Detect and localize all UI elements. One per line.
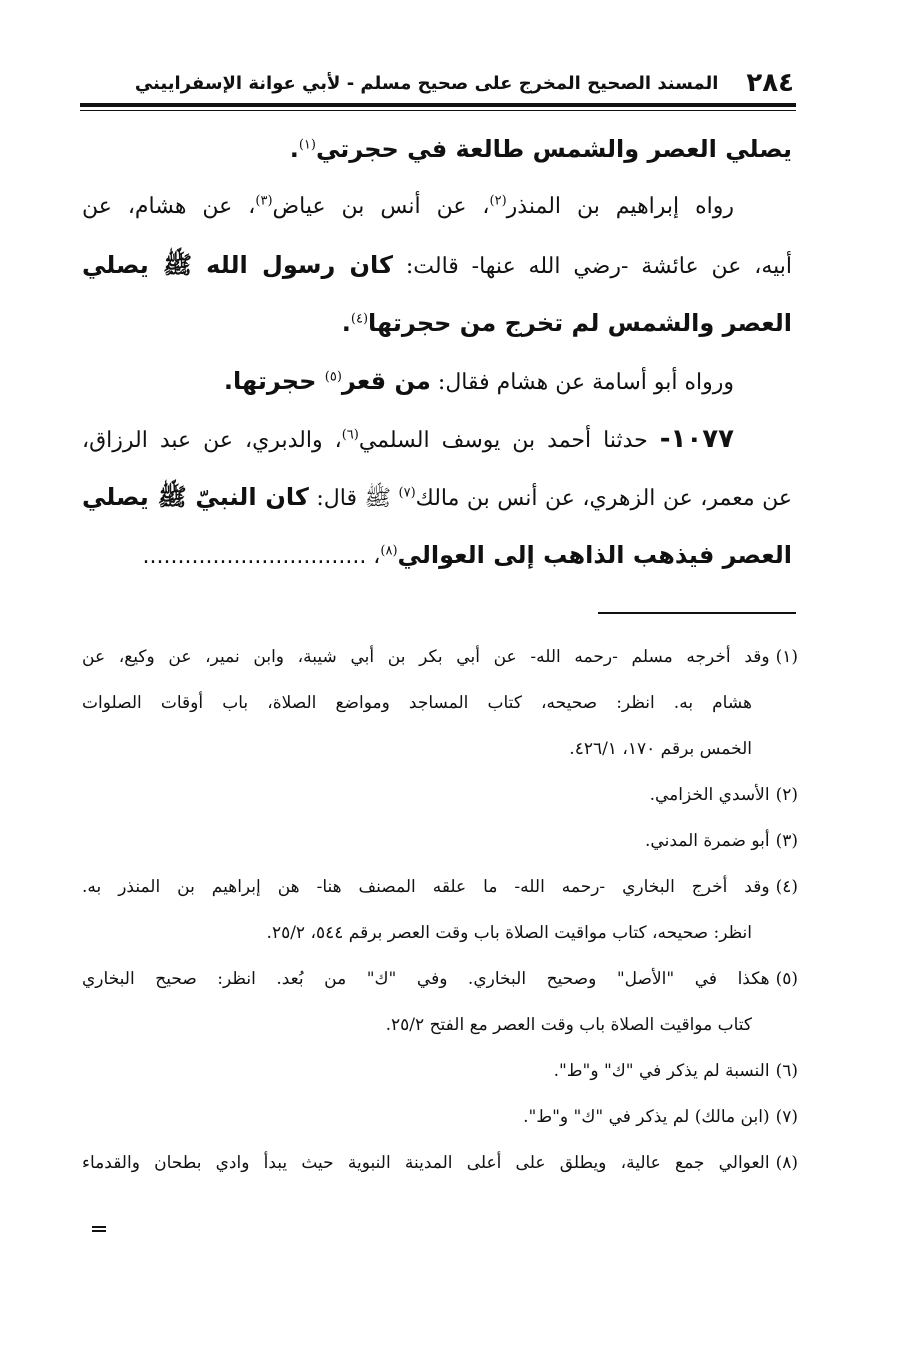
footnote-6	[82, 1048, 798, 1094]
footnote-ref-2: (٢)	[489, 193, 507, 209]
hadith-text: العصر والشمس لم تخرج من حجرتها	[368, 309, 792, 337]
footnote-ref-5: (٥)	[324, 369, 342, 385]
narration-text: ﷺ قال:	[308, 486, 399, 511]
text-line-8	[82, 526, 792, 584]
hadith-text: يصلي العصر والشمس طالعة في حجرتي	[315, 135, 792, 163]
text-line-5	[82, 352, 792, 410]
hadith-text: العصر فيذهب الذاهب إلى العوالي	[397, 541, 792, 569]
main-text	[82, 120, 792, 584]
footnote-text: وقد أخرج البخاري -رحمه الله- ما علقه المصنف هنا- هن إبراهيم بن المنذر به.	[82, 877, 770, 897]
footnote-5	[82, 956, 798, 1048]
footnote-text: العوالي جمع عالية، ويطلق على أعلى المدينة النبوية حيث يبدأ وادي بطحان والقدماء	[82, 1153, 770, 1173]
footnotes	[82, 634, 798, 1186]
narration-text: ، والدبري، عن عبد الرزاق،	[82, 428, 342, 453]
hadith-text: من قعر	[341, 367, 431, 395]
footnote-1	[82, 634, 798, 772]
text-line-1: يصلي العصر والشمس طالعة في حجرتي$^{(١)}$.	[289, 135, 792, 163]
text-line-6	[82, 410, 792, 468]
footnote-text: الأسدي الخزامي.	[649, 785, 770, 805]
narration-text: ورواه أبو أسامة عن هشام فقال:	[430, 370, 734, 395]
narration-text: أبيه، عن عائشة -رضي الله عنها- قالت:	[392, 254, 793, 279]
footnote-text: وقد أخرجه مسلم -رحمه الله- عن أبي بكر بن أبي شيبة، وابن نمير، عن وكيع، عن	[82, 647, 770, 667]
footnote-number: (١)	[775, 647, 798, 667]
footnote-ref-3: (٣)	[255, 193, 273, 209]
text-line-4: العصر والشمس لم تخرج من حجرتها$^{(٤)}$.	[341, 309, 792, 337]
footnote-number: (٤)	[775, 877, 798, 897]
header-rule-thin	[80, 110, 796, 111]
continuation-dots: ................................	[142, 544, 367, 569]
footnote-3	[82, 818, 798, 864]
footnote-text: انظر: صحيحه، كتاب مواقيت الصلاة باب وقت العصر برقم ٥٤٤، ٢٥/٢.	[266, 923, 752, 943]
footnote-number: (٨)	[775, 1153, 798, 1173]
footnote-text: هشام به. انظر: صحيحه، كتاب المساجد ومواضع الصلاة، باب أوقات الصلوات	[82, 693, 752, 713]
page-header	[82, 66, 794, 100]
hadith-number: ١٠٧٧-	[659, 424, 734, 454]
running-title: المسند الصحيح المخرج على صحيح مسلم - لأبي عوانة الإسفراييني	[134, 72, 719, 94]
narration-text: عن معمر، عن الزهري، عن أنس بن مالك	[415, 486, 792, 511]
continuation-mark	[92, 1226, 106, 1232]
footnote-text: أبو ضمرة المدني.	[645, 831, 770, 851]
footnote-text: هكذا في "الأصل" وصحيح البخاري. وفي "ك" من بُعد. انظر: صحيح البخاري	[82, 969, 770, 989]
text-line-3	[82, 236, 792, 294]
footnote-text: الخمس برقم ١٧٠، ٤٢٦/١.	[569, 739, 752, 759]
footnote-text: النسبة لم يذكر في "ك" و"ط".	[553, 1061, 770, 1081]
header-rule-thick	[80, 103, 796, 107]
hadith-text: كان النبيّ ﷺ يصلي	[82, 483, 309, 511]
footnote-number: (٧)	[775, 1107, 798, 1127]
narration-text: ، عن هشام، عن	[82, 194, 256, 219]
text-line-2	[82, 178, 792, 236]
footnote-ref-7: (٧)	[398, 485, 416, 501]
footnote-ref-1: (١)	[298, 137, 316, 153]
footnote-number: (٣)	[775, 831, 798, 851]
footnote-7	[82, 1094, 798, 1140]
footnote-number: (٦)	[775, 1061, 798, 1081]
hadith-text: حجرتها.	[223, 367, 325, 395]
footnote-4	[82, 864, 798, 956]
footnote-ref-6: (٦)	[341, 427, 359, 443]
footnote-text: كتاب مواقيت الصلاة باب وقت العصر مع الفتح ٢٥/٢.	[385, 1015, 752, 1035]
footnote-separator	[598, 612, 796, 614]
footnote-8	[82, 1140, 798, 1186]
footnote-text: (ابن مالك) لم يذكر في "ك" و"ط".	[523, 1107, 770, 1127]
narration-text: ،	[366, 544, 381, 569]
footnote-ref-4: (٤)	[350, 311, 369, 327]
narration-text: حدثنا أحمد بن يوسف السلمي	[358, 428, 660, 453]
narration-text: رواه إبراهيم بن المنذر	[506, 194, 735, 219]
hadith-text: كان رسول الله ﷺ يصلي	[82, 251, 393, 279]
narration-text: ، عن أنس بن عياض	[272, 194, 490, 219]
footnote-number: (٥)	[775, 969, 798, 989]
text-line-7	[82, 468, 792, 526]
footnote-number: (٢)	[775, 785, 798, 805]
page-number: ٢٨٤	[746, 68, 794, 98]
footnote-2	[82, 772, 798, 818]
footnote-ref-8: (٨)	[380, 543, 398, 559]
